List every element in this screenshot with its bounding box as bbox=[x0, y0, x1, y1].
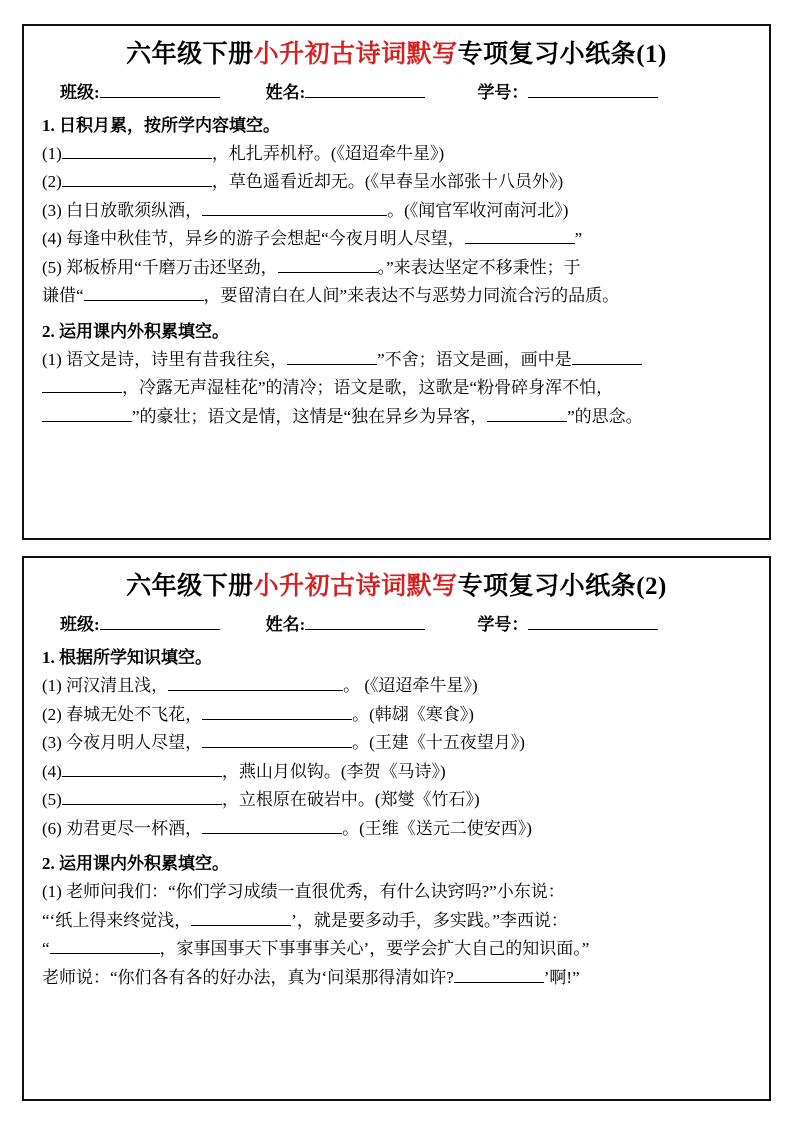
card-1-s2-q1-text-start: (1) 语文是诗，诗里有昔我往矣， bbox=[42, 349, 288, 369]
card-1-q2-blank[interactable] bbox=[62, 169, 212, 187]
card-1-class-label: 班级: bbox=[60, 82, 100, 102]
card-1-title-prefix: 六年级下册 bbox=[126, 41, 254, 68]
card-1-q5-blank-1[interactable] bbox=[278, 255, 378, 273]
card-1-s2-q1-text-cont: ，冷露无声湿桂花”的清冷；语文是歌，这歌是“粉骨碎身浑不怕， bbox=[122, 378, 614, 398]
card-2-q2-text-start: (2) 春城无处不飞花， bbox=[42, 704, 203, 724]
card-1-s2-q1-line-2 bbox=[42, 374, 751, 402]
card-1-q1-number: (1) bbox=[42, 143, 62, 163]
card-1-q2-number: (2) bbox=[42, 172, 62, 192]
card-2-s2-q1-line-4 bbox=[42, 964, 751, 992]
card-2-title bbox=[42, 570, 751, 604]
meta-spacer-1 bbox=[220, 83, 266, 103]
card-2-q4-blank[interactable] bbox=[62, 759, 222, 777]
card-2-title-number: (2) bbox=[636, 573, 667, 601]
card-2-s2-q1-text-4: “ bbox=[42, 939, 50, 959]
card-2-id-field bbox=[477, 610, 658, 635]
card-1-id-field bbox=[477, 78, 658, 103]
card-2-s2-q1-text-1: (1) 老师问我们：“你们学习成绩一直很优秀，有什么诀窍吗?”小东说： bbox=[42, 882, 565, 902]
card-2-name-label: 姓名: bbox=[265, 614, 306, 634]
card-1-s2-q1-blank-2[interactable] bbox=[572, 347, 642, 365]
card-2-q6-text-start: (6) 劝君更尽一杯酒， bbox=[42, 818, 203, 838]
card-2-q2-blank[interactable] bbox=[202, 702, 352, 720]
card-2-id-label: 学号： bbox=[477, 614, 529, 634]
card-1-q4 bbox=[42, 225, 751, 253]
card-1-section-1-heading: 1. 日积月累，按所学内容填空。 bbox=[42, 115, 280, 135]
card-1-q5-line-1 bbox=[42, 254, 751, 282]
card-2-q2 bbox=[42, 701, 751, 729]
meta-spacer-4 bbox=[425, 615, 477, 635]
card-2-q3-text-end: 。(王建《十五夜望月》) bbox=[352, 733, 525, 753]
card-2-s2-q1-text-2: “‘纸上得来终觉浅， bbox=[42, 910, 192, 930]
card-2-class-blank[interactable] bbox=[100, 612, 220, 630]
card-2-q1-text-end: 。 (《迢迢牵牛星》) bbox=[343, 675, 478, 695]
card-2-name-blank[interactable] bbox=[305, 612, 425, 630]
card-1-id-label: 学号： bbox=[477, 82, 529, 102]
card-2-s2-q1-text-7: ’啊!” bbox=[543, 967, 580, 987]
card-2-q5 bbox=[42, 786, 751, 814]
card-2-section-2-heading: 2. 运用课内外积累填空。 bbox=[42, 854, 229, 874]
card-1-q4-text-end: ” bbox=[574, 229, 583, 249]
card-1-s2-q1-text-cont-2: ”的豪壮；语文是情，这情是“独在异乡为异客， bbox=[132, 407, 488, 426]
card-2-title-highlight: 小升初古诗词默写 bbox=[253, 573, 458, 601]
card-1-section-2-heading: 2. 运用课内外积累填空。 bbox=[42, 321, 229, 341]
card-2-q5-number: (5) bbox=[42, 790, 62, 810]
card-2-section-1-heading: 1. 根据所学知识填空。 bbox=[42, 647, 212, 667]
card-1-q5-blank-2[interactable] bbox=[84, 283, 204, 301]
card-2-q3-text-start: (3) 今夜月明人尽望， bbox=[42, 733, 203, 753]
worksheet-card-2 bbox=[22, 556, 771, 1101]
card-1-q1-text: ，札扎弄机杼。(《迢迢牵牛星》) bbox=[211, 143, 445, 163]
card-2-s2-q1-blank-1[interactable] bbox=[191, 908, 291, 926]
card-1-q3-text-start: (3) 白日放歌须纵酒， bbox=[42, 200, 203, 220]
card-1-meta-row bbox=[42, 78, 751, 103]
card-2-q4-text-end: ，燕山月似钩。(李贺《马诗》) bbox=[221, 761, 446, 781]
card-2-s2-q1-text-5: ，家事国事天下事事事关心’，要学会扩大自己的知识面。” bbox=[159, 939, 590, 959]
card-1-name-label: 姓名: bbox=[265, 82, 306, 102]
card-1-q4-text-start: (4) 每逢中秋佳节，异乡的游子会想起“今夜月明人尽望， bbox=[42, 229, 465, 249]
card-1-q5-text-start: (5) 郑板桥用“千磨万击还坚劲， bbox=[42, 257, 278, 277]
card-1-s2-q1-blank-3[interactable] bbox=[42, 375, 122, 393]
card-1-s2-q1-blank-4[interactable] bbox=[42, 404, 132, 422]
card-2-s2-q1-text-3: ’，就是要多动手，多实践。”李西说： bbox=[291, 910, 568, 930]
card-2-id-blank[interactable] bbox=[528, 612, 658, 630]
meta-spacer-3 bbox=[220, 615, 266, 635]
card-1-s2-q1-line-1 bbox=[42, 346, 751, 374]
card-2-q3-blank[interactable] bbox=[202, 730, 352, 748]
card-2-s2-q1-line-1 bbox=[42, 878, 751, 906]
card-2-title-prefix: 六年级下册 bbox=[126, 573, 254, 601]
card-1-title-suffix: 专项复习小纸条 bbox=[457, 41, 637, 68]
card-1-s2-q1-blank-1[interactable] bbox=[287, 347, 377, 365]
card-1-title bbox=[42, 38, 751, 72]
card-2-title-suffix: 专项复习小纸条 bbox=[457, 573, 637, 601]
card-1-s2-q1-line-3 bbox=[42, 403, 751, 431]
card-2-q5-blank[interactable] bbox=[62, 787, 222, 805]
card-2-q4 bbox=[42, 758, 751, 786]
card-1-q3 bbox=[42, 197, 751, 225]
card-1-s2-q1-text-mid: ”不舍；语文是画，画中是 bbox=[377, 349, 572, 369]
card-2-class-field bbox=[60, 610, 220, 635]
card-2-q1-blank[interactable] bbox=[168, 673, 343, 691]
card-2-q1 bbox=[42, 672, 751, 700]
card-2-q1-text-start: (1) 河汉清且浅， bbox=[42, 675, 169, 695]
card-1-q1 bbox=[42, 140, 751, 168]
card-1-q2 bbox=[42, 168, 751, 196]
card-1-q3-blank[interactable] bbox=[202, 198, 387, 216]
card-2-q4-number: (4) bbox=[42, 761, 62, 781]
card-1-name-blank[interactable] bbox=[305, 80, 425, 98]
card-2-q3 bbox=[42, 729, 751, 757]
card-2-q6 bbox=[42, 815, 751, 843]
card-1-q5-text-end: ，要留清白在人间”来表达不与恶势力同流合污的品质。 bbox=[203, 286, 620, 306]
worksheet-card-1 bbox=[22, 24, 771, 540]
card-1-title-number: (1) bbox=[636, 41, 667, 68]
card-1-title-highlight: 小升初古诗词默写 bbox=[253, 41, 458, 68]
card-1-class-blank[interactable] bbox=[100, 80, 220, 98]
card-2-q2-text-end: 。(韩翃《寒食》) bbox=[352, 704, 474, 724]
card-1-class-field bbox=[60, 78, 220, 103]
card-2-s2-q1-line-3 bbox=[42, 935, 751, 963]
card-1-q4-blank[interactable] bbox=[465, 226, 575, 244]
card-1-q2-text: ，草色遥看近却无。(《早春呈水部张十八员外》) bbox=[211, 172, 564, 192]
card-2-class-label: 班级: bbox=[60, 614, 100, 634]
card-1-s2-q1-text-end: ”的思念。 bbox=[567, 407, 643, 426]
card-2-q6-blank[interactable] bbox=[202, 816, 342, 834]
meta-spacer-2 bbox=[425, 83, 477, 103]
card-1-q5-text-mid: 。”来表达坚定不移秉性；于 bbox=[377, 257, 581, 277]
card-2-meta-row bbox=[42, 610, 751, 635]
card-2-name-field bbox=[266, 610, 426, 635]
card-1-q3-text-end: 。(《闻官军收河南河北》) bbox=[387, 200, 569, 220]
card-1-q5-line-2 bbox=[42, 282, 751, 310]
card-1-q5-text-cont: 谦借“ bbox=[42, 286, 84, 306]
card-1-q1-blank[interactable] bbox=[62, 141, 212, 159]
card-2-s2-q1-text-6: 老师说：“你们各有各的好办法，真为‘问渠那得清如许? bbox=[42, 967, 454, 987]
card-1-id-blank[interactable] bbox=[528, 80, 658, 98]
card-2-q5-text-end: ，立根原在破岩中。(郑燮《竹石》) bbox=[221, 790, 480, 810]
card-1-name-field bbox=[266, 78, 426, 103]
card-2-s2-q1-line-2 bbox=[42, 907, 751, 935]
card-2-q6-text-end: 。(王维《送元二使安西》) bbox=[342, 818, 532, 838]
card-2-s2-q1-blank-2[interactable] bbox=[50, 936, 160, 954]
card-1-s2-q1-blank-5[interactable] bbox=[487, 404, 567, 422]
card-2-s2-q1-blank-3[interactable] bbox=[454, 965, 544, 983]
